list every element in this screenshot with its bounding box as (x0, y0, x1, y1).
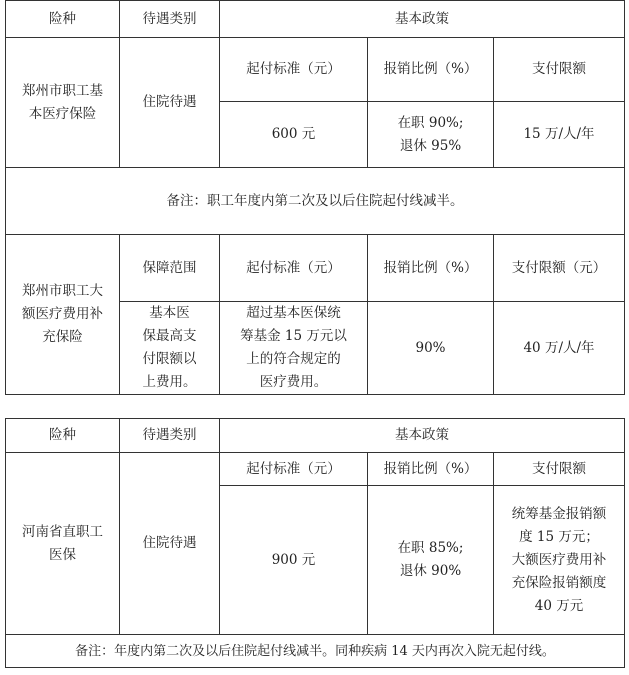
insurance-name-line: 河南省直职工 (22, 523, 103, 540)
header-category: 待遇类别 (120, 419, 220, 453)
col-coverage-scope: 保障范围 (120, 235, 220, 302)
insurance-name-line: 充保险 (42, 329, 83, 345)
insurance-name (6, 235, 120, 395)
treatment-category: 住院待遇 (120, 38, 220, 168)
reimbursement-ratio-value (368, 102, 494, 168)
insurance-name (6, 38, 120, 168)
payment-limit-value (494, 486, 625, 635)
insurance-name-line: 医保 (49, 546, 76, 563)
start-standard-value: 900 元 (220, 486, 368, 635)
start-standard-value: 600 元 (220, 102, 368, 168)
scope-line: 上费用。 (142, 374, 197, 390)
col-reimbursement-ratio: 报销比例（%） (368, 235, 494, 302)
treatment-category: 住院待遇 (120, 453, 220, 635)
limit-line: 度 15 万元； (519, 528, 599, 545)
col-start-standard: 起付标准（元） (220, 38, 368, 102)
col-payment-limit: 支付限额 (494, 38, 625, 102)
reimbursement-ratio-value: 90% (368, 302, 494, 395)
col-reimbursement-ratio: 报销比例（%） (368, 38, 494, 102)
payment-limit-value: 40 万/人/年 (494, 302, 625, 395)
scope-line: 基本医 (149, 305, 190, 321)
header-insurance: 险种 (6, 419, 120, 453)
header-policy: 基本政策 (220, 1, 625, 38)
scope-line: 保最高支 (142, 328, 197, 344)
header-insurance: 险种 (6, 1, 120, 38)
start-line: 医疗费用。 (259, 374, 328, 390)
start-standard-value (220, 302, 368, 395)
ratio-line: 在职 90%; (397, 114, 464, 131)
col-payment-limit: 支付限额（元） (494, 235, 625, 302)
limit-line: 大额医疗费用补 (511, 551, 607, 568)
payment-limit-value: 15 万/人/年 (494, 102, 625, 168)
start-line: 上的符合规定的 (246, 351, 341, 367)
coverage-scope-value (120, 302, 220, 395)
ratio-line: 在职 85%; (397, 540, 464, 556)
insurance-name-line: 本医疗保险 (28, 105, 97, 122)
ratio-line: 退休 95% (399, 137, 462, 154)
limit-line: 统筹基金报销额 (511, 505, 607, 522)
medical-insurance-table-1 (5, 0, 625, 395)
reimbursement-ratio-value (368, 486, 494, 635)
col-reimbursement-ratio: 报销比例（%） (368, 453, 494, 486)
start-line: 超过基本医保统 (246, 305, 341, 321)
insurance-name (6, 453, 120, 635)
medical-insurance-table-2 (5, 418, 625, 668)
note-row: 备注：年度内第二次及以后住院起付线减半。同种疾病 14 天内再次入院无起付线。 (6, 635, 625, 668)
insurance-name-line: 额医疗费用补 (22, 306, 103, 322)
note-row: 备注：职工年度内第二次及以后住院起付线减半。 (6, 168, 625, 235)
header-category: 待遇类别 (120, 1, 220, 38)
col-start-standard: 起付标准（元） (220, 235, 368, 302)
start-line: 筹基金 15 万元以 (240, 328, 347, 344)
header-policy: 基本政策 (220, 419, 625, 453)
limit-line: 充保险报销额度 (511, 574, 607, 591)
col-payment-limit: 支付限额 (494, 453, 625, 486)
scope-line: 付限额以 (142, 351, 197, 367)
insurance-name-line: 郑州市职工基 (22, 82, 103, 99)
insurance-name-line: 郑州市职工大 (22, 283, 103, 299)
ratio-line: 退休 90% (399, 563, 462, 579)
limit-line: 40 万元 (534, 597, 584, 614)
col-start-standard: 起付标准（元） (220, 453, 368, 486)
